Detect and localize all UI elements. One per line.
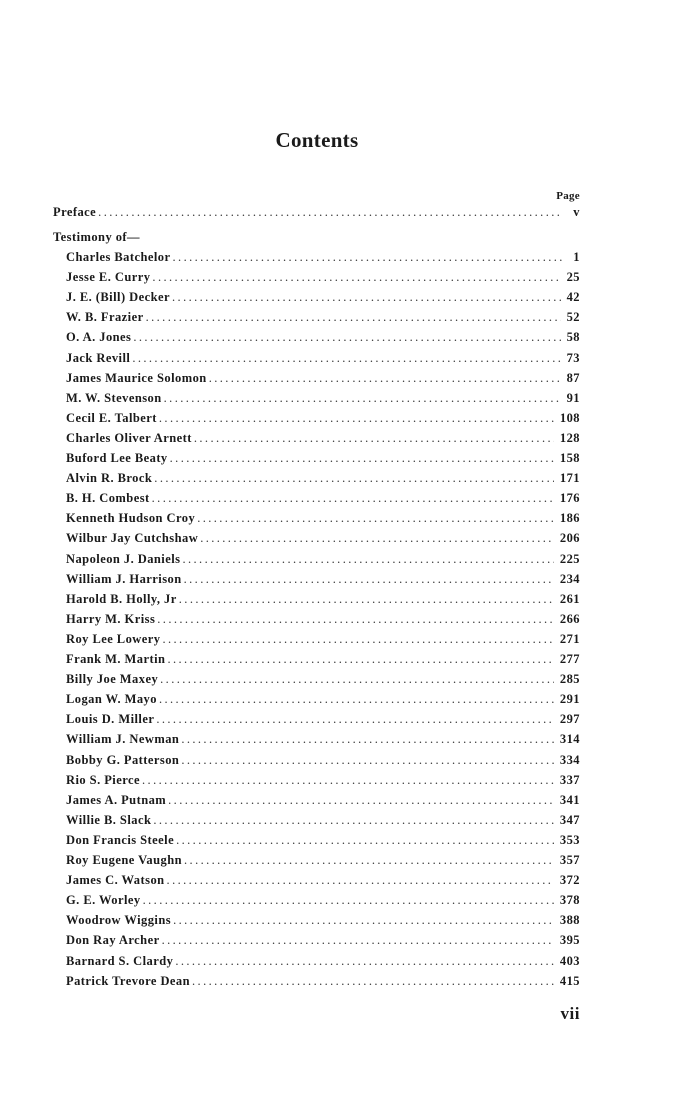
- leader-dots: [162, 632, 553, 647]
- leader-dots: [164, 391, 561, 406]
- leader-dots: [152, 270, 560, 285]
- toc-entry: [53, 652, 580, 672]
- leader-dots: [132, 351, 560, 366]
- toc-entry: [53, 330, 580, 350]
- leader-dots: [154, 471, 554, 486]
- toc-entry: [53, 893, 580, 913]
- leader-dots: [143, 893, 554, 908]
- toc-entry-name: Barnard S. Clardy: [66, 953, 174, 968]
- toc-entry-label: Preface: [53, 205, 97, 219]
- toc-entry-page: 334: [559, 752, 580, 767]
- toc-entry-name: Jesse E. Curry: [66, 270, 151, 285]
- toc-entry: [53, 753, 580, 773]
- toc-entry-name: Louis D. Miller: [66, 712, 155, 727]
- toc-entry-name: B. H. Combest: [66, 491, 150, 506]
- toc-entry-page: 297: [559, 712, 580, 727]
- toc-entry-page: 403: [559, 953, 580, 968]
- toc-entry-page: 206: [559, 531, 580, 546]
- toc-entry-page: 395: [559, 933, 580, 948]
- toc-entry-page: 341: [559, 792, 580, 807]
- leader-dots: [173, 250, 564, 265]
- toc-entry-name: W. B. Frazier: [66, 310, 144, 325]
- toc-entry: [53, 732, 580, 752]
- page-column-header: Page: [556, 190, 580, 202]
- toc-entry-page: 291: [559, 692, 580, 707]
- leader-dots: [146, 310, 561, 325]
- toc-entry: [53, 310, 580, 330]
- toc-entry-name: Logan W. Mayo: [66, 692, 157, 707]
- leader-dots: [133, 330, 560, 345]
- toc-entry-page: 25: [566, 270, 580, 285]
- toc-entry-name: Don Francis Steele: [66, 832, 175, 847]
- toc-entry-page: 225: [559, 551, 580, 566]
- toc-entry-page: 388: [559, 913, 580, 928]
- toc-entry-name: William J. Harrison: [66, 571, 182, 586]
- leader-dots: [152, 491, 554, 506]
- toc-entry: [53, 471, 580, 491]
- section-label: Testimony of—: [53, 230, 140, 244]
- toc-entry-name: Billy Joe Maxey: [66, 672, 159, 687]
- toc-entry-page: 271: [559, 631, 580, 646]
- toc-entry-page: 277: [559, 652, 580, 666]
- toc-entry: [53, 712, 580, 732]
- leader-dots: [184, 572, 554, 587]
- toc-entry: [53, 773, 580, 793]
- toc-entry-name: Roy Lee Lowery: [66, 631, 161, 646]
- toc-entry-page: 186: [559, 511, 580, 526]
- toc-entry: [53, 913, 580, 933]
- toc-entry-name: Rio S. Pierce: [66, 772, 141, 787]
- toc-entry: [53, 511, 580, 531]
- toc-entry-name: Willie B. Slack: [66, 812, 152, 827]
- toc-entry-page: v: [573, 205, 580, 219]
- leader-dots: [98, 205, 561, 220]
- leader-dots: [175, 954, 554, 969]
- toc-entry-page: 234: [559, 571, 580, 586]
- toc-entry-page: 261: [559, 591, 580, 606]
- leader-dots: [159, 692, 554, 707]
- leader-dots: [192, 974, 554, 989]
- leader-dots: [184, 853, 554, 868]
- page-title: Contents: [275, 128, 359, 152]
- leader-dots: [181, 732, 554, 747]
- toc-entry: [53, 632, 580, 652]
- toc-entry-page: 415: [559, 973, 580, 988]
- leader-dots: [176, 833, 554, 848]
- toc-entry-name: Patrick Trevore Dean: [66, 973, 191, 988]
- toc-entry-page: 128: [559, 430, 580, 445]
- toc-entry-name: Charles Batchelor: [66, 250, 171, 264]
- leader-dots: [162, 933, 554, 948]
- toc-entry: [53, 391, 580, 411]
- toc-entry: [53, 853, 580, 873]
- toc-entry-page: 285: [559, 672, 580, 687]
- toc-entry-name: Roy Eugene Vaughn: [66, 853, 183, 867]
- leader-dots: [194, 431, 554, 446]
- leader-dots: [209, 371, 561, 386]
- toc-entry-name: J. E. (Bill) Decker: [66, 290, 171, 305]
- toc-entry-page: 353: [559, 832, 580, 847]
- toc-entry-page: 52: [566, 310, 580, 325]
- toc-entry-name: James Maurice Solomon: [66, 370, 207, 385]
- toc-entry-name: Wilbur Jay Cutchshaw: [66, 531, 199, 546]
- toc-entry: [53, 552, 580, 572]
- leader-dots: [167, 652, 553, 667]
- toc-entry-page: 347: [559, 812, 580, 827]
- toc-entry-name: Jack Revill: [66, 350, 131, 365]
- toc-entry-name: Buford Lee Beaty: [66, 451, 168, 465]
- toc-entry: [53, 250, 580, 270]
- toc-entry: [53, 974, 580, 994]
- toc-entry: [53, 813, 580, 833]
- toc-entry: [53, 672, 580, 692]
- toc-entry-page: 314: [559, 732, 580, 747]
- toc-entry: [53, 572, 580, 592]
- toc-entry-name: Harry M. Kriss: [66, 611, 156, 626]
- toc-entry-page: 73: [566, 350, 580, 365]
- toc-entry: [53, 592, 580, 612]
- leader-dots: [142, 773, 554, 788]
- leader-dots: [156, 712, 554, 727]
- leader-dots: [182, 552, 553, 567]
- toc-entry: [53, 933, 580, 953]
- toc-entry-name: Bobby G. Patterson: [66, 752, 180, 767]
- toc-entry-page: 108: [559, 410, 580, 425]
- toc-entry: [53, 431, 580, 451]
- toc-entry-name: M. W. Stevenson: [66, 390, 162, 405]
- toc-entry: [53, 270, 580, 290]
- leader-dots: [153, 813, 554, 828]
- leader-dots: [200, 531, 554, 546]
- toc-entry-name: Woodrow Wiggins: [66, 913, 172, 928]
- leader-dots: [157, 612, 554, 627]
- leader-dots: [167, 873, 554, 888]
- toc-entry: [53, 612, 580, 632]
- toc-entry: [53, 692, 580, 712]
- toc-entry-preface: [53, 205, 580, 225]
- toc-entry-page: 357: [559, 853, 580, 867]
- toc-entry-name: James C. Watson: [66, 873, 165, 888]
- leader-dots: [172, 290, 561, 305]
- leader-dots: [168, 793, 554, 808]
- toc-entry-page: 91: [566, 390, 580, 405]
- toc-entry-name: G. E. Worley: [66, 893, 141, 908]
- toc-entry: [53, 531, 580, 551]
- toc-entry-page: 42: [566, 290, 580, 305]
- toc-entry-page: 158: [559, 451, 580, 465]
- toc-entry-name: Harold B. Holly, Jr: [66, 591, 177, 606]
- toc-entry: [53, 833, 580, 853]
- toc-entry-page: 176: [559, 491, 580, 506]
- toc-entry-name: O. A. Jones: [66, 330, 132, 345]
- page-number: vii: [560, 1004, 580, 1023]
- toc-entry-page: 171: [559, 471, 580, 486]
- toc-entry: [53, 873, 580, 893]
- toc-entry-page: 372: [559, 873, 580, 888]
- toc-entry: [53, 351, 580, 371]
- toc-entry-name: Cecil E. Talbert: [66, 410, 157, 425]
- toc-entry-name: James A. Putnam: [66, 792, 167, 807]
- toc-entry-name: Don Ray Archer: [66, 933, 160, 948]
- toc-entry-name: William J. Newman: [66, 732, 180, 747]
- toc-entry-page: 337: [559, 772, 580, 787]
- toc-entry-page: 87: [566, 370, 580, 385]
- leader-dots: [181, 753, 554, 768]
- toc-entry-name: Kenneth Hudson Croy: [66, 511, 196, 526]
- toc-entry: [53, 793, 580, 813]
- toc-entry-page: 378: [559, 893, 580, 908]
- toc-entry-name: Frank M. Martin: [66, 652, 166, 666]
- toc-entry-name: Napoleon J. Daniels: [66, 551, 181, 566]
- toc-entry-name: Alvin R. Brock: [66, 471, 153, 486]
- leader-dots: [159, 411, 554, 426]
- leader-dots: [179, 592, 554, 607]
- leader-dots: [160, 672, 554, 687]
- leader-dots: [170, 451, 554, 466]
- toc-entry-name: Charles Oliver Arnett: [66, 430, 192, 445]
- toc-entry: [53, 290, 580, 310]
- toc-entry-page: 58: [566, 330, 580, 345]
- toc-entry-page: 266: [559, 611, 580, 626]
- toc-entry: [53, 491, 580, 511]
- toc-entry: [53, 411, 580, 431]
- toc-entry: [53, 371, 580, 391]
- leader-dots: [197, 511, 554, 526]
- leader-dots: [173, 913, 554, 928]
- toc-entry-page: 1: [573, 250, 580, 264]
- toc-entry: [53, 954, 580, 974]
- toc-entry: [53, 451, 580, 471]
